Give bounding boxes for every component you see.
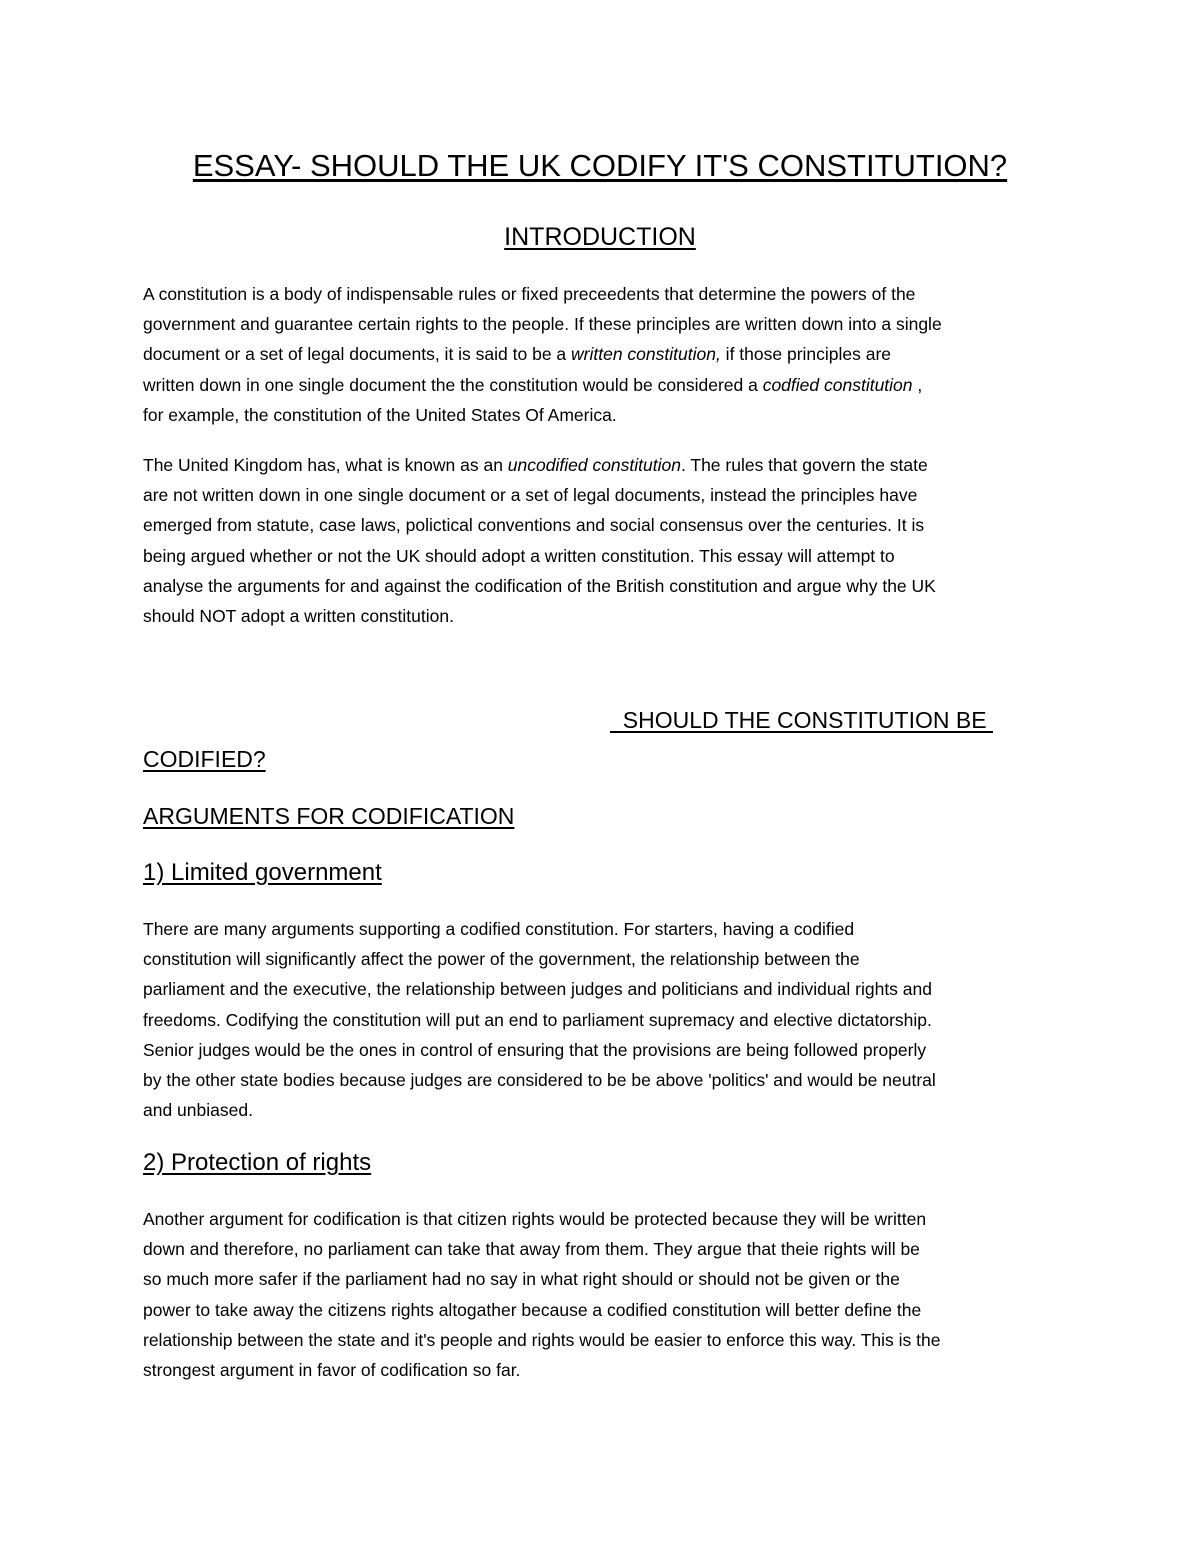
point-1-paragraph bbox=[143, 914, 1068, 1125]
emphasis-text: written constitution, bbox=[571, 344, 721, 365]
arguments-for-heading: ARGUMENTS FOR CODIFICATION bbox=[143, 803, 515, 829]
text-line: Senior judges would be the ones in control of ensuring that the provisions are being followed properly bbox=[143, 1039, 927, 1060]
text-line: strongest argument in favor of codification so far. bbox=[143, 1360, 521, 1381]
introduction-paragraph-1 bbox=[143, 279, 1068, 430]
point-2-paragraph bbox=[143, 1204, 1068, 1385]
text-line: parliament and the executive, the relationship between judges and politicians and individual rights and bbox=[143, 979, 932, 1000]
text-line: relationship between the state and it's people and rights would be easier to enforce this way. This is the bbox=[143, 1329, 941, 1350]
text-line: written down in one single document the the constitution would be considered a codfied constitution , bbox=[143, 374, 923, 395]
text-line: government and guarantee certain rights to the people. If these principles are written down into a single bbox=[143, 314, 942, 335]
text-line: analyse the arguments for and against the codification of the British constitution and argue why the UK bbox=[143, 575, 936, 596]
text-line: should NOT adopt a written constitution. bbox=[143, 606, 454, 627]
text-line: freedoms. Codifying the constitution will put an end to parliament supremacy and elective dictatorship. bbox=[143, 1009, 932, 1030]
text-line: being argued whether or not the UK should adopt a written constitution. This essay will attempt to bbox=[143, 545, 895, 566]
text-line: by the other state bodies because judges are considered to be be above 'politics' and would be neutral bbox=[143, 1070, 936, 1091]
text-line: so much more safer if the parliament had no say in what right should or should not be given or the bbox=[143, 1269, 900, 1290]
text-line: Another argument for codification is that citizen rights would be protected because they will be written bbox=[143, 1209, 927, 1229]
emphasis-text: uncodified constitution bbox=[507, 455, 681, 475]
point-1-heading: 1) Limited government bbox=[143, 859, 382, 886]
introduction-paragraph-2 bbox=[143, 450, 1068, 631]
text-line: There are many arguments supporting a codified constitution. For starters, having a codified bbox=[143, 919, 855, 939]
text-line: for example, the constitution of the United States Of America. bbox=[143, 404, 617, 425]
text-line: down and therefore, no parliament can take that away from them. They argue that theie rights will be bbox=[143, 1239, 920, 1260]
point-2-heading: 2) Protection of rights bbox=[143, 1149, 372, 1176]
emphasis-text: codfied constitution bbox=[762, 374, 913, 395]
text-line: document or a set of legal documents, it is said to be a written constitution, if those principles are bbox=[143, 344, 892, 365]
text-line: constitution will significantly affect the power of the government, the relationship between the bbox=[143, 949, 860, 970]
text-line: A constitution is a body of indispensable rules or fixed preceedents that determine the powers of the bbox=[143, 284, 916, 304]
essay-title: ESSAY- SHOULD THE UK CODIFY IT'S CONSTITUTION? bbox=[192, 148, 1008, 183]
text-line: emerged from statute, case laws, polictical conventions and social consensus over the centuries. It is bbox=[143, 515, 925, 536]
text-line: and unbiased. bbox=[143, 1100, 253, 1121]
text-line: are not written down in one single document or a set of legal documents, instead the principles have bbox=[143, 485, 918, 506]
section-heading-part-1: SHOULD THE CONSTITUTION BE bbox=[610, 707, 993, 733]
text-line: The United Kingdom has, what is known as an uncodified constitution. The rules that govern the state bbox=[143, 455, 928, 475]
introduction-heading: INTRODUCTION bbox=[504, 223, 696, 251]
section-heading-part-2: CODIFIED? bbox=[143, 746, 266, 772]
text-line: power to take away the citizens rights altogather because a codified constitution will better define the bbox=[143, 1299, 922, 1320]
